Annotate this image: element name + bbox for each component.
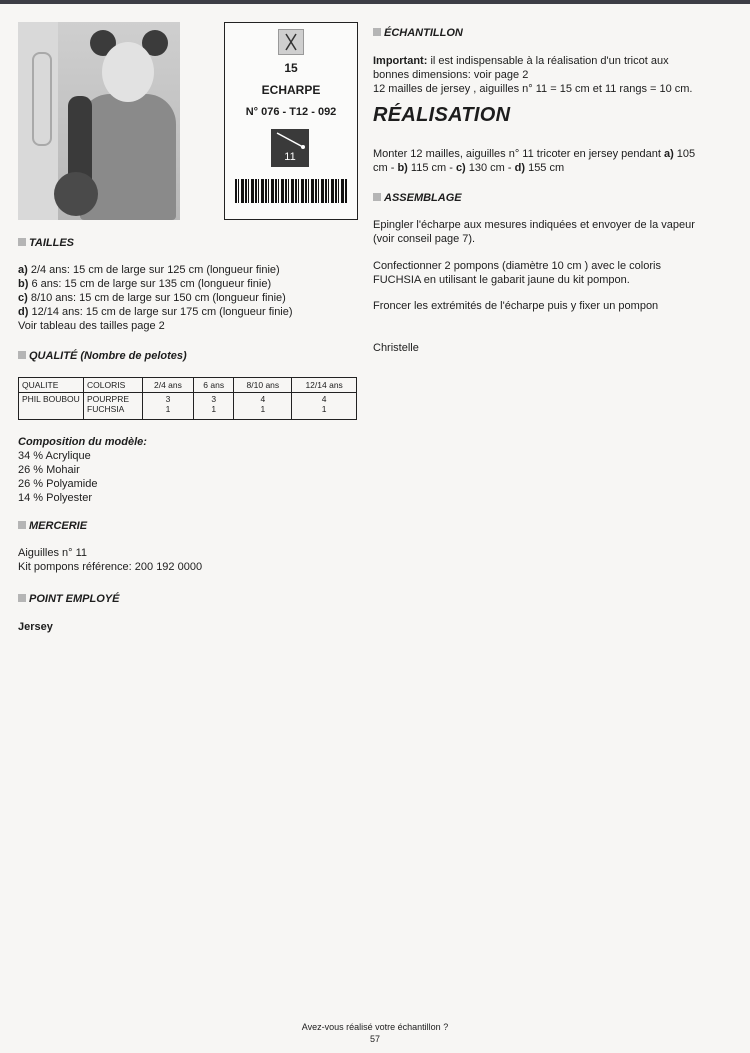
table-cell-count: 4 1 bbox=[292, 393, 357, 420]
photo-ornament bbox=[32, 52, 52, 146]
composition-line: 26 % Mohair bbox=[18, 464, 80, 476]
echantillon-text: Important: il est indispensable à la réalisation d'un tricot aux bonnes dimensions: voir page 2 12 mailles de jersey , aiguilles n° 11 = 15 cm et 11 rangs = 10 cm. bbox=[373, 55, 693, 95]
table-cell-count: 4 1 bbox=[234, 393, 292, 420]
table-cell-count: 3 1 bbox=[193, 393, 234, 420]
top-bar bbox=[0, 0, 750, 4]
table-header-row bbox=[19, 378, 357, 393]
table-header-cell: 12/14 ans bbox=[292, 378, 357, 393]
mercerie-list bbox=[18, 546, 202, 574]
table-header-cell: QUALITE bbox=[19, 378, 84, 393]
section-assemblage-heading: ASSEMBLAGE bbox=[373, 191, 462, 205]
barcode bbox=[235, 179, 347, 203]
taille-line-c: c) 8/10 ans: 15 cm de large sur 150 cm (longueur finie) bbox=[18, 292, 286, 304]
section-echantillon-heading: ÉCHANTILLON bbox=[373, 26, 463, 40]
pattern-number: 15 bbox=[284, 61, 298, 75]
model-photo bbox=[18, 22, 180, 220]
bullet-square-icon bbox=[373, 28, 381, 36]
taille-line-b: b) 6 ans: 15 cm de large sur 135 cm (longueur finie) bbox=[18, 278, 272, 290]
pattern-reference: N° 076 - T12 - 092 bbox=[245, 106, 337, 118]
assemblage-p2: Confectionner 2 pompons (diamètre 10 cm ) avec le coloris FUCHSIA en utilisant le gabarit jaune du kit pompon. bbox=[373, 260, 661, 286]
assemblage-p1: Epingler l'écharpe aux mesures indiquées et envoyer de la vapeur (voir conseil page 7). bbox=[373, 219, 695, 245]
composition-line: 34 % Acrylique bbox=[18, 450, 91, 462]
table-cell-quality: PHIL BOUBOU bbox=[19, 393, 84, 420]
bullet-square-icon bbox=[18, 521, 26, 529]
assemblage-p3: Froncer les extrémités de l'écharpe puis y fixer un pompon bbox=[373, 300, 659, 312]
composition-heading: Composition du modèle: bbox=[18, 436, 147, 448]
bullet-square-icon bbox=[18, 594, 26, 602]
table-header-cell: 6 ans bbox=[193, 378, 234, 393]
composition-line: 14 % Polyester bbox=[18, 492, 92, 504]
tailles-list bbox=[18, 263, 293, 333]
needle-size-badge bbox=[271, 129, 309, 167]
taille-line-a: a) 2/4 ans: 15 cm de large sur 125 cm (longueur finie) bbox=[18, 264, 280, 276]
table-header-cell: COLORIS bbox=[84, 378, 143, 393]
taille-line-d: d) 12/14 ans: 15 cm de large sur 175 cm (longueur finie) bbox=[18, 306, 293, 318]
mercerie-line: Kit pompons référence: 200 192 0000 bbox=[18, 561, 203, 573]
realisation-title: RÉALISATION bbox=[373, 104, 511, 126]
section-tailles-heading: TAILLES bbox=[18, 236, 74, 250]
needle-size-label: 11 bbox=[284, 151, 296, 163]
realisation-text: Monter 12 mailles, aiguilles n° 11 tricoter en jersey pendant a) 105 cm - b) 115 cm - c) 130 cm - d) 155 cm bbox=[373, 148, 696, 174]
table-header-cell: 2/4 ans bbox=[143, 378, 194, 393]
table-cell-colors: POURPRE FUCHSIA bbox=[84, 393, 143, 420]
table-header-cell: 8/10 ans bbox=[234, 378, 292, 393]
composition-block bbox=[18, 435, 147, 505]
tailles-note: Voir tableau des tailles page 2 bbox=[18, 320, 165, 332]
pattern-card bbox=[224, 22, 358, 220]
composition-line: 26 % Polyamide bbox=[18, 478, 98, 490]
table-cell-count: 3 1 bbox=[143, 393, 194, 420]
quality-table bbox=[18, 377, 357, 420]
section-mercerie-heading: MERCERIE bbox=[18, 519, 87, 533]
photo-pompon bbox=[54, 172, 98, 216]
bullet-square-icon bbox=[18, 351, 26, 359]
section-qualite-heading: QUALITÉ (Nombre de pelotes) bbox=[18, 349, 187, 363]
mercerie-line: Aiguilles n° 11 bbox=[18, 547, 88, 559]
bullet-square-icon bbox=[373, 193, 381, 201]
photo-head bbox=[102, 42, 154, 102]
signature: Christelle bbox=[373, 342, 419, 354]
page-number: 57 bbox=[369, 1034, 380, 1044]
footer-question: Avez-vous réalisé votre échantillon ? bbox=[301, 1022, 449, 1032]
point-value: Jersey bbox=[18, 621, 53, 633]
table-row bbox=[19, 393, 357, 420]
important-label: Important: bbox=[373, 55, 428, 67]
section-point-heading: POINT EMPLOYÉ bbox=[18, 592, 119, 606]
pattern-name: ECHARPE bbox=[261, 83, 321, 97]
bullet-square-icon bbox=[18, 238, 26, 246]
knitting-needles-icon bbox=[278, 29, 304, 55]
